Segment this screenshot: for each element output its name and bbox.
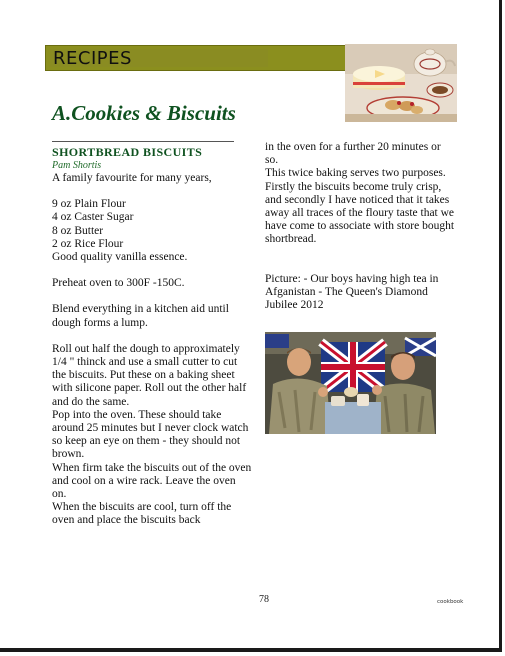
page-number: 78: [259, 594, 269, 605]
recipes-banner-label-box: [50, 49, 268, 67]
title-divider: [52, 141, 234, 142]
tea-set-photo: [345, 44, 457, 122]
section-title: A.Cookies & Biscuits: [52, 101, 236, 125]
spacer: [52, 185, 252, 198]
spacer: [265, 247, 455, 273]
footer-label: cookbook: [437, 599, 464, 605]
recipe-author: Pam Shortis: [52, 160, 102, 171]
cool-step: When firm take the biscuits out of the oven and cool on a wire rack. Leave the oven on.: [52, 461, 252, 501]
tea-set-illustration: [345, 44, 457, 122]
soldiers-photo-illustration: [265, 332, 436, 434]
blend-step: Blend everything in a kitchen aid until dough forms a lump.: [52, 303, 229, 329]
ingredient-item: 9 oz Plain Flour: [52, 198, 126, 211]
ingredient-item: 2 oz Rice Flour: [52, 237, 124, 250]
rebake-continued: in the oven for a further 20 minutes or so.: [265, 141, 441, 167]
recipes-banner-label: RECIPES: [53, 48, 132, 69]
left-column: [52, 145, 252, 528]
twice-baking-note: This twice baking serves two purposes. Firstly the biscuits become truly crisp, and secondly I have noticed that it takes away all traces of the floury taste that we have come to associate with store bought shortbread.: [265, 167, 455, 246]
picture-caption: Picture: - Our boys having high tea in Afganistan - The Queen's Diamond Jubilee 2012: [265, 272, 439, 312]
rebake-step: When the biscuits are cool, turn off the oven and place the biscuits back: [52, 501, 232, 527]
recipe-intro: A family favourite for many years,: [52, 172, 212, 184]
soldiers-high-tea-photo: [265, 332, 436, 434]
spacer: [52, 264, 252, 277]
ingredient-item: Good quality vanilla essence.: [52, 251, 188, 264]
recipes-banner: [45, 45, 355, 71]
bake-step: Pop into the oven. These should take around 25 minutes but I never clock watch so keep an eye on them - they should not brown.: [52, 408, 249, 461]
ingredient-item: 4 oz Caster Sugar: [52, 211, 134, 224]
preheat-step: Preheat oven to 300F -150C.: [52, 277, 185, 290]
spacer: [52, 330, 252, 343]
ingredient-item: 8 oz Butter: [52, 224, 104, 237]
spacer: [52, 290, 252, 303]
right-column: [265, 141, 455, 312]
roll-step: Roll out half the dough to approximately 1/4 " thinck and use a small cutter to cut the biscuits. Put these on a baking sheet with silicone paper. Roll out the other half and do the same.: [52, 342, 247, 408]
recipe-title: SHORTBREAD BISCUITS: [52, 145, 203, 159]
